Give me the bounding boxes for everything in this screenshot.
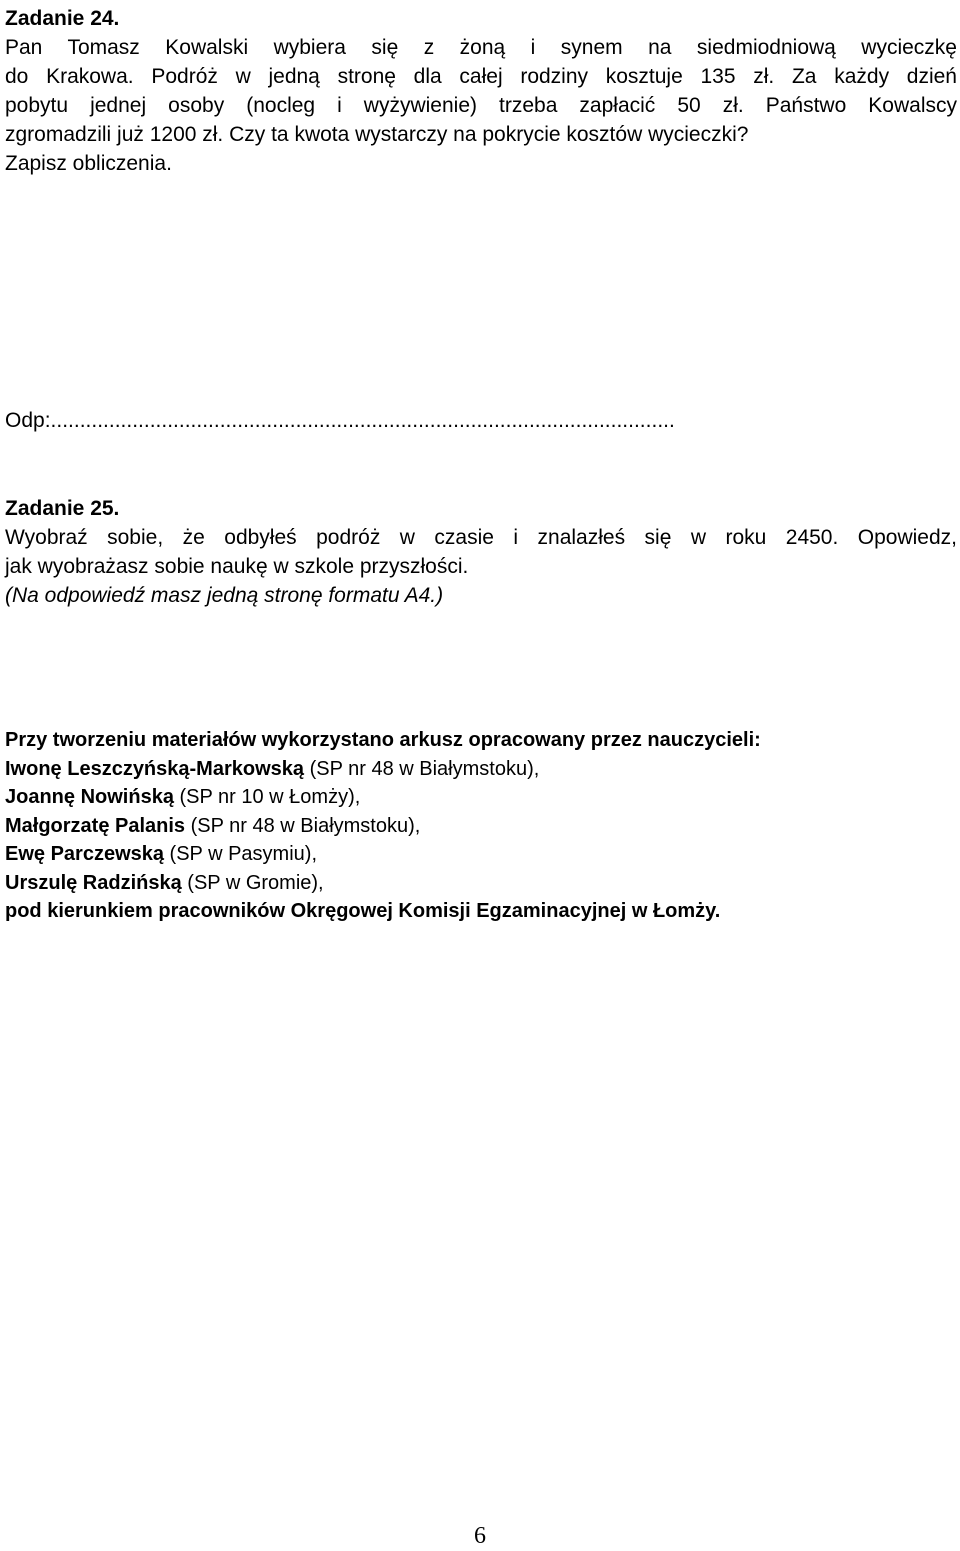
page-number: 6 bbox=[474, 1523, 486, 1549]
task-25-line-2: jak wyobrażasz sobie naukę w szkole przyszłości. bbox=[5, 555, 469, 578]
person-school: (SP w Gromie), bbox=[181, 871, 324, 894]
credits-person-5 bbox=[5, 869, 957, 898]
task-24-line-1: Pan Tomasz Kowalski wybiera się z żoną i synem na siedmiodniową wycieczkę bbox=[5, 36, 957, 59]
task-24-line-4: zgromadzili już 1200 zł. Czy ta kwota wystarczy na pokrycie kosztów wycieczki? bbox=[5, 123, 749, 146]
person-name: Małgorzatę Palanis bbox=[5, 814, 186, 837]
credits-person-1 bbox=[5, 755, 957, 784]
credits-person-4 bbox=[5, 840, 957, 869]
person-name: Joannę Nowińską bbox=[5, 786, 174, 808]
credits bbox=[5, 726, 957, 926]
task-25-line-1: Wyobraź sobie, że odbyłeś podróż w czasie i znalazłeś się w roku 2450. Opowiedz, bbox=[5, 526, 957, 549]
credits-outro: pod kierunkiem pracowników Okręgowej Komisji Egzaminacyjnej w Łomży. bbox=[5, 900, 721, 922]
task-24 bbox=[5, 4, 957, 178]
task-25-note: (Na odpowiedź masz jedną stronę formatu A4.) bbox=[5, 584, 444, 607]
credits-intro: Przy tworzeniu materiałów wykorzystano arkusz opracowany przez nauczycieli: bbox=[5, 729, 761, 751]
task-24-line-2: do Krakowa. Podróż w jedną stronę dla całej rodziny kosztuje 135 zł. Za każdy dzień bbox=[5, 65, 957, 88]
person-school: (SP w Pasymiu), bbox=[164, 843, 317, 865]
task-24-answer-line bbox=[5, 406, 957, 435]
person-school: (SP nr 48 w Białymstoku), bbox=[185, 814, 421, 837]
credits-person-3 bbox=[5, 812, 957, 841]
person-name: Iwonę Leszczyńską-Markowską bbox=[5, 757, 305, 780]
task-25 bbox=[5, 494, 957, 610]
person-school: (SP nr 48 w Białymstoku), bbox=[304, 757, 540, 780]
person-name: Ewę Parczewską bbox=[5, 843, 164, 865]
task-24-title: Zadanie 24. bbox=[5, 7, 120, 30]
task-25-title: Zadanie 25. bbox=[5, 497, 120, 520]
person-name: Urszulę Radzińską bbox=[5, 871, 182, 894]
task-24-line-5: Zapisz obliczenia. bbox=[5, 152, 172, 175]
answer-label: Odp:........................................................................................................... bbox=[5, 409, 675, 432]
credits-person-2 bbox=[5, 783, 957, 812]
task-24-line-3: pobytu jednej osoby (nocleg i wyżywienie) trzeba zapłacić 50 zł. Państwo Kowalscy bbox=[5, 94, 957, 117]
person-school: (SP nr 10 w Łomży), bbox=[173, 786, 361, 808]
